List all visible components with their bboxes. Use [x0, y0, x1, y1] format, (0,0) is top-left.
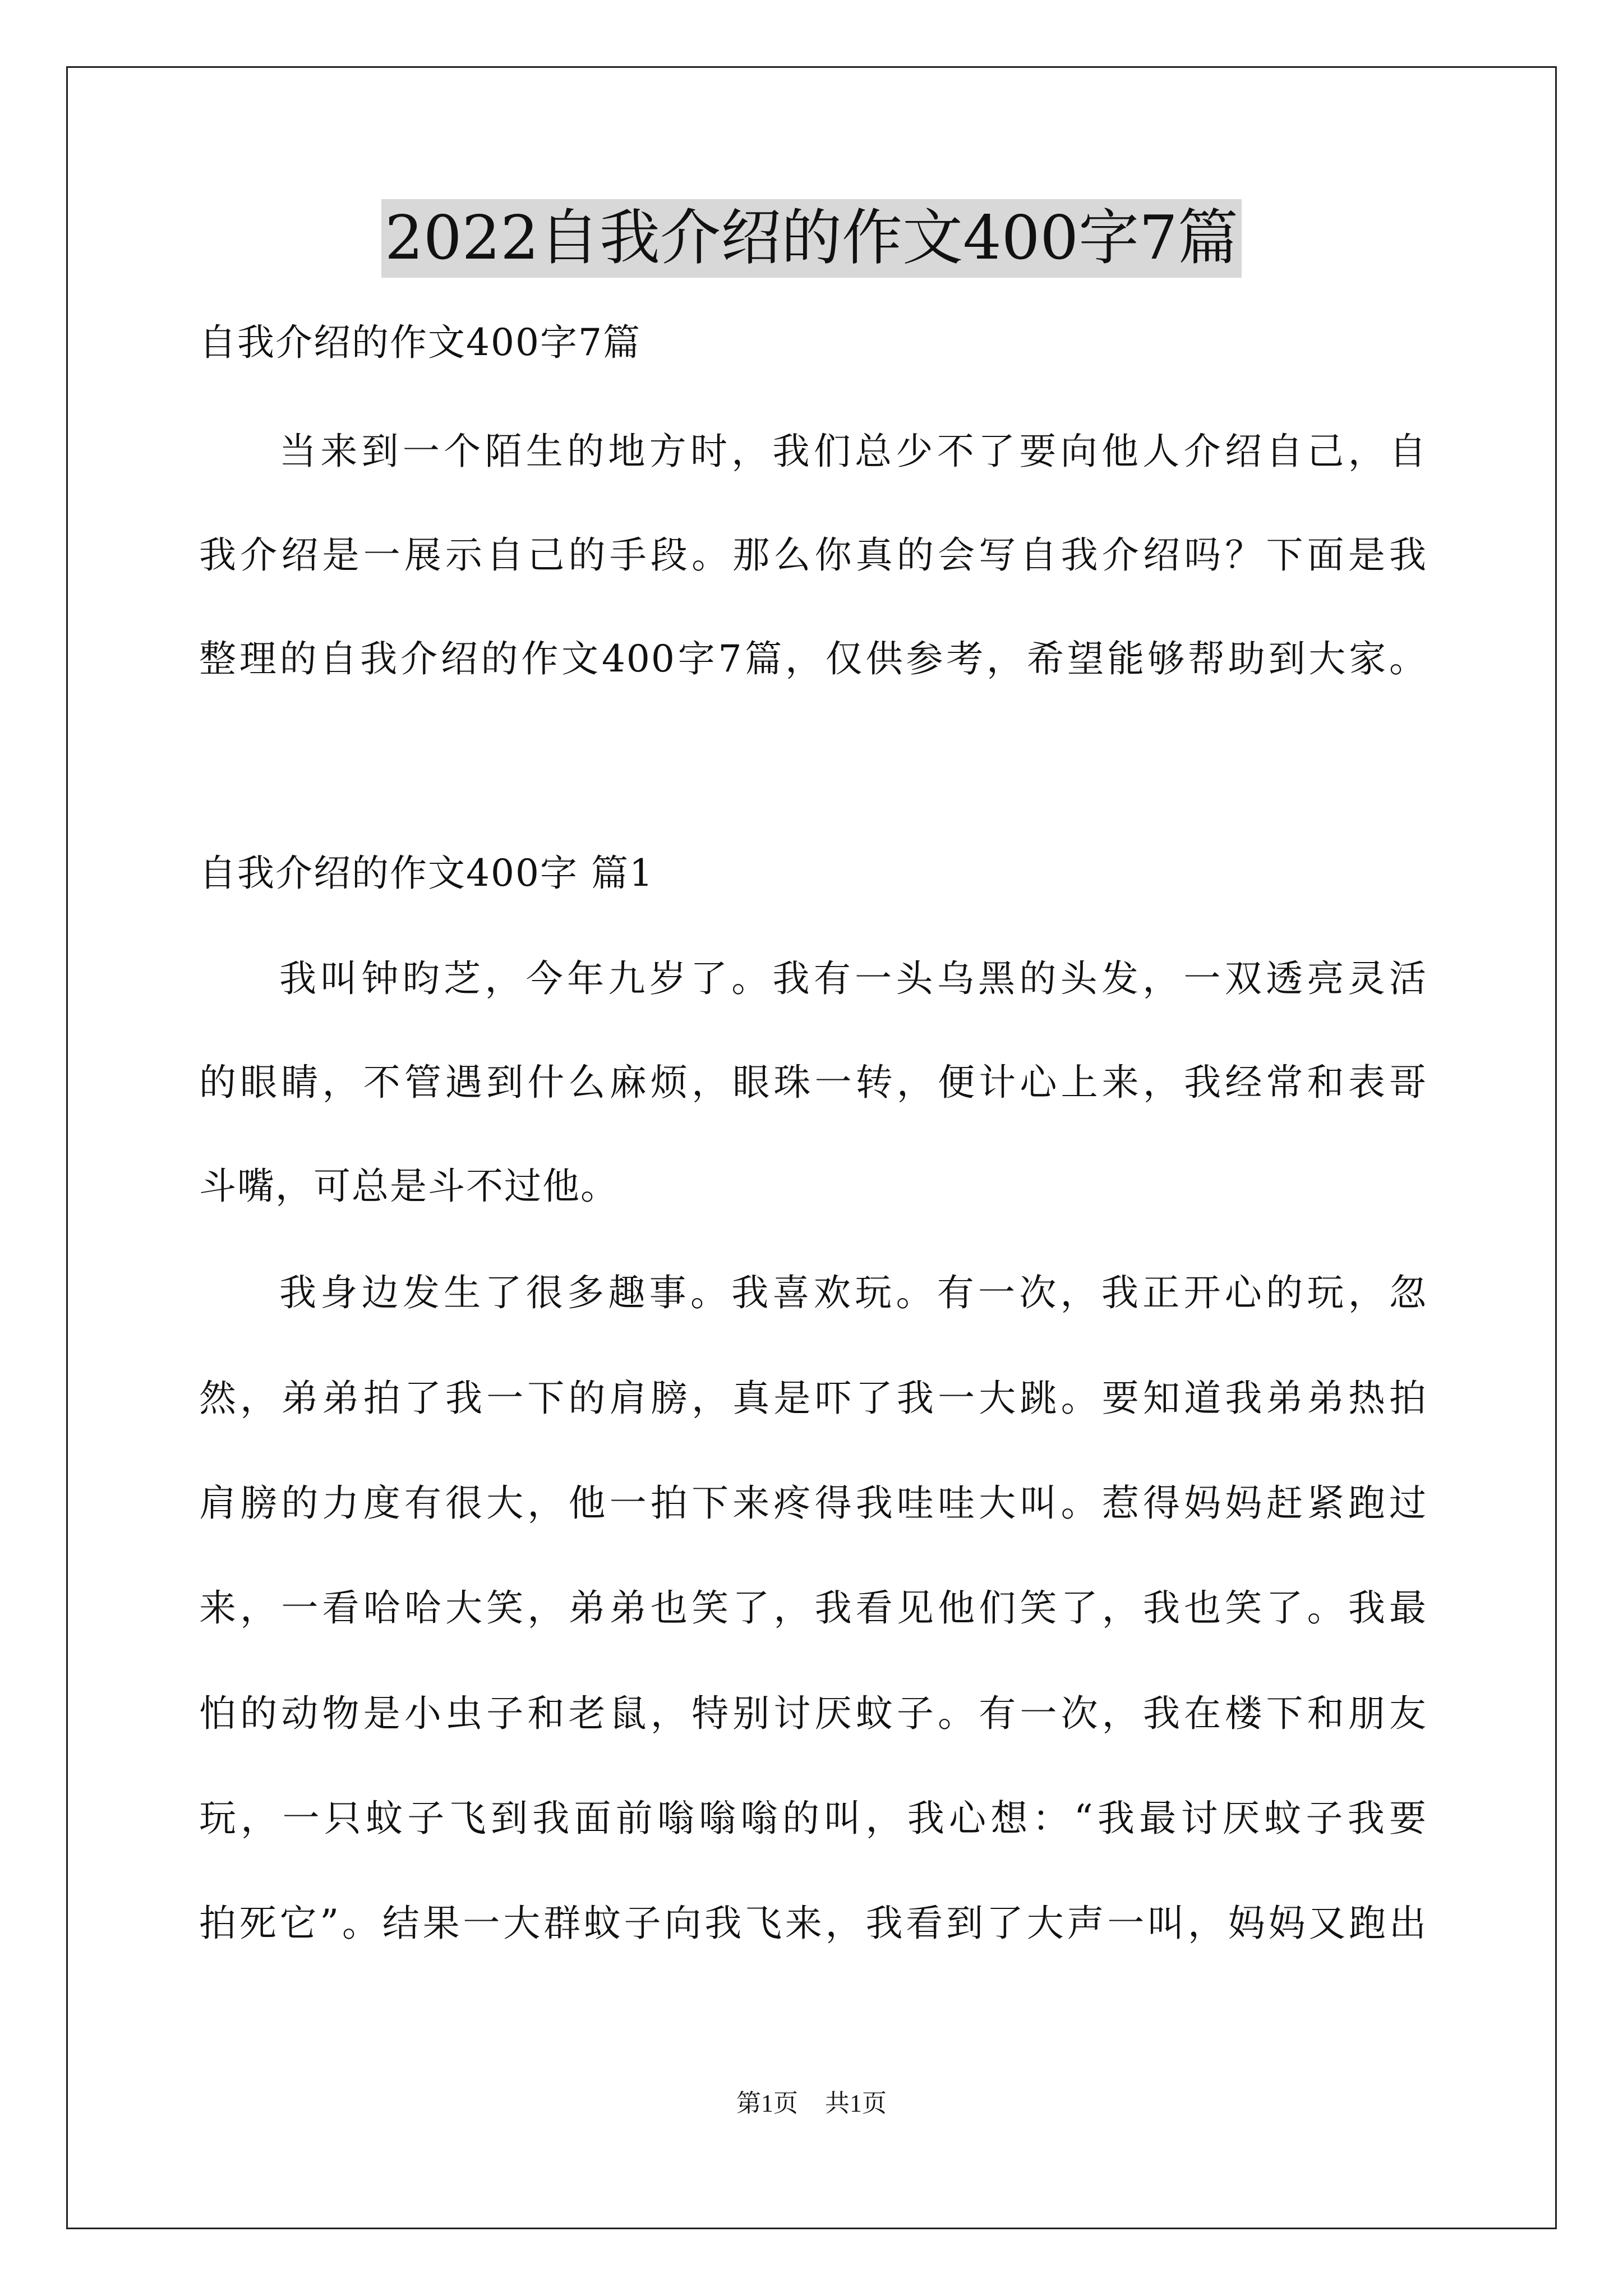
para1-line-3: 斗嘴，可总是斗不过他。: [199, 1165, 619, 1208]
para2-line-1: 我身边发生了很多趣事。我喜欢玩。有一次，我正开心的玩，忽: [279, 1271, 1427, 1314]
intro-line-2: 我介绍是一展示自己的手段。那么你真的会写自我介绍吗？下面是我: [199, 533, 1427, 577]
intro-line-1: 当来到一个陌生的地方时，我们总少不了要向他人介绍自己，自: [279, 430, 1427, 473]
para2-line-4: 来，一看哈哈大笑，弟弟也笑了，我看见他们笑了，我也笑了。我最: [199, 1586, 1427, 1630]
para2-line-5: 怕的动物是小虫子和老鼠，特别讨厌蚊子。有一次，我在楼下和朋友: [199, 1692, 1427, 1735]
document-title: 2022自我介绍的作文400字7篇: [381, 199, 1242, 278]
intro-line-3: 整理的自我介绍的作文400字7篇，仅供参考，希望能够帮助到大家。: [199, 637, 1427, 680]
para2-line-2: 然，弟弟拍了我一下的肩膀，真是吓了我一大跳。要知道我弟弟热拍: [199, 1377, 1427, 1420]
document-subtitle: 自我介绍的作文400字7篇: [199, 321, 641, 364]
page-footer: [0, 2087, 1623, 2120]
para2-line-6: 玩，一只蚊子飞到我面前嗡嗡嗡的叫，我心想：“我最讨厌蚊子我要: [199, 1797, 1427, 1840]
para1-line-2: 的眼睛，不管遇到什么麻烦，眼珠一转，便计心上来，我经常和表哥: [199, 1061, 1427, 1104]
para1-line-1: 我叫钟昀芝，今年九岁了。我有一头乌黑的头发，一双透亮灵活: [279, 957, 1427, 1000]
title-container: [0, 199, 1623, 278]
page-total: 共1页: [825, 2090, 887, 2117]
section-heading: 自我介绍的作文400字 篇1: [199, 852, 654, 895]
page-number: 第1页: [736, 2090, 798, 2117]
para2-line-3: 肩膀的力度有很大，他一拍下来疼得我哇哇大叫。惹得妈妈赶紧跑过: [199, 1481, 1427, 1525]
para2-line-7: 拍死它”。结果一大群蚊子向我飞来，我看到了大声一叫，妈妈又跑出: [199, 1902, 1427, 1945]
